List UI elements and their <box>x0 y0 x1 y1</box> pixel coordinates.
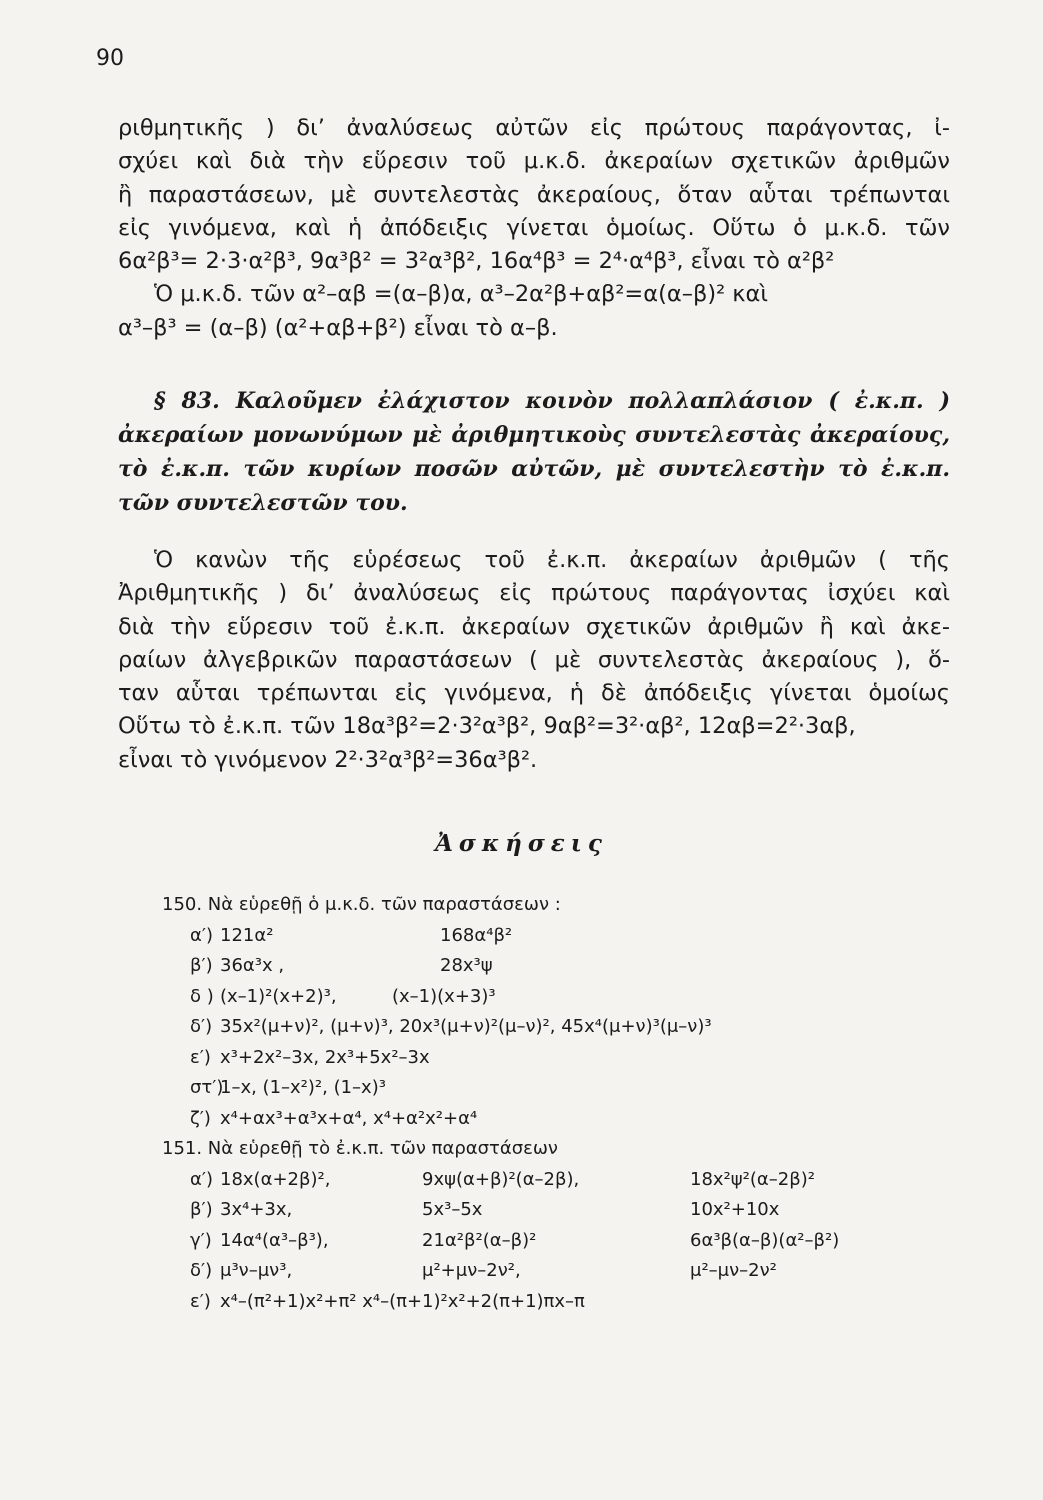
section-line: § 83. Καλοῦμεν ἐλάχιστον κοινὸν πολλαπλάσιον ( ἐ.κ.π. ) <box>154 388 950 414</box>
expression: μ²+μν–2ν², <box>422 1260 521 1281</box>
expression: (x–1)(x+3)³ <box>392 985 496 1007</box>
text-line: διὰ τὴν εὕρεσιν τοῦ ἐ.κ.π. ἀκεραίων σχετικῶν ἀριθμῶν ἢ καὶ ἀκε- <box>118 613 950 640</box>
exercise-row <box>162 1226 962 1257</box>
section-definition <box>118 384 950 520</box>
expression: 1–x, (1–x²)², (1–x)³ <box>220 1077 386 1098</box>
exercise-row <box>162 1012 962 1043</box>
expression: 21α²β²(α–β)² <box>422 1229 537 1251</box>
text-line: ταν αὗται τρέπωνται εἰς γινόμενα, ἡ δὲ ἀπόδειξις γίνεται ὁμοίως <box>118 680 950 707</box>
section-line: τῶν συντελεστῶν του. <box>118 490 408 516</box>
expression: μ³ν–μν³, <box>220 1260 293 1281</box>
exercises-heading: Ἀσκήσεις <box>435 830 608 857</box>
exercise-row <box>162 1073 962 1104</box>
rule-paragraph <box>118 544 950 777</box>
item-label: στ′) <box>190 1077 224 1098</box>
expression: x⁴–(π²+1)x²+π² x⁴–(π+1)²x²+2(π+1)πx–π <box>220 1290 585 1312</box>
item-label: β′) <box>190 955 213 976</box>
exercise-row <box>162 1165 962 1196</box>
item-label: α′) <box>190 1168 213 1190</box>
expression: 9xψ(α+β)²(α–2β), <box>422 1168 580 1190</box>
text-line: Ὁ κανὼν τῆς εὑρέσεως τοῦ ἐ.κ.π. ἀκεραίων ἀριθμῶν ( τῆς <box>154 547 950 573</box>
item-label: α′) <box>190 924 213 946</box>
text-line: ριθμητικῆς ) δι’ ἀναλύσεως αὐτῶν εἰς πρώτους παράγοντας, ἰ- <box>118 115 950 141</box>
text-line: Ὁ μ.κ.δ. τῶν α²–αβ =(α–β)α, α³–2α²β+αβ²=α(α–β)² καὶ <box>154 281 768 308</box>
item-label: ε′) <box>190 1046 211 1068</box>
text-line: εἰς γινόμενα, καὶ ἡ ἀπόδειξις γίνεται ὁμοίως. Οὕτω ὁ μ.κ.δ. τῶν <box>118 214 950 241</box>
exercise-row <box>162 1043 962 1074</box>
item-label: γ′) <box>190 1229 212 1251</box>
expression: 6α³β(α–β)(α²–β²) <box>690 1229 840 1251</box>
exercise-title: 150. Νὰ εὑρεθῇ ὁ μ.κ.δ. τῶν παραστάσεων : <box>162 894 561 915</box>
page-number: 90 <box>96 46 124 71</box>
exercise-row <box>162 1256 962 1287</box>
exercise-title: 151. Νὰ εὑρεθῇ τὸ ἐ.κ.π. τῶν παραστάσεων <box>162 1138 558 1159</box>
text-line: Ἀριθμητικῆς ) δι’ ἀναλύσεως εἰς πρώτους παράγοντας ἰσχύει καὶ <box>118 580 950 607</box>
item-label: δ′) <box>190 1016 213 1037</box>
expression: 3x⁴+3x, <box>220 1199 293 1220</box>
text-line: ραίων ἀλγεβρικῶν παραστάσεων ( μὲ συντελεστὰς ἀκεραίους ), ὅ- <box>118 646 950 673</box>
expression: 36α³x , <box>220 955 285 976</box>
text-line: α³–β³ = (α–β) (α²+αβ+β²) εἶναι τὸ α–β. <box>118 314 558 341</box>
section-line: ἀκεραίων μονωνύμων μὲ ἀριθμητικοὺς συντελεστὰς ἀκεραίους, <box>118 422 950 448</box>
expression: x⁴+αx³+α³x+α⁴, x⁴+α²x²+α⁴ <box>220 1107 478 1129</box>
exercise-row <box>162 1287 962 1318</box>
expression: 5x³–5x <box>422 1199 483 1220</box>
exercise-row <box>162 982 962 1013</box>
expression: 18x(α+2β)², <box>220 1168 331 1190</box>
exercise-row <box>162 890 962 921</box>
expression: 35x²(μ+ν)², (μ+ν)³, 20x³(μ+ν)²(μ–ν)², 45x⁴(μ+ν)³(μ–ν)³ <box>220 1016 712 1037</box>
item-label: δ ) <box>190 985 214 1007</box>
expression: μ²–μν–2ν² <box>690 1260 777 1281</box>
text-line: ἢ παραστάσεων, μὲ συντελεστὰς ἀκεραίους, ὅταν αὗται τρέπωνται <box>118 181 950 208</box>
expression: (x–1)²(x+2)³, <box>220 985 337 1007</box>
expression: 18x²ψ²(α–2β)² <box>690 1168 815 1190</box>
exercise-row <box>162 951 962 982</box>
item-label: ζ′) <box>190 1107 211 1129</box>
expression: x³+2x²–3x, 2x³+5x²–3x <box>220 1046 430 1068</box>
text-line: Οὕτω τὸ ἐ.κ.π. τῶν 18α³β²=2·3²α³β², 9αβ²=3²·αβ², 12αβ=2²·3αβ, <box>118 713 856 740</box>
text-line: εἶναι τὸ γινόμενον 2²·3²α³β²=36α³β². <box>118 746 538 773</box>
expression: 10x²+10x <box>690 1199 780 1220</box>
expression: 168α⁴β² <box>440 924 513 946</box>
exercise-row <box>162 1134 962 1165</box>
intro-paragraph <box>118 112 950 345</box>
exercise-row <box>162 1195 962 1226</box>
exercise-row <box>162 921 962 952</box>
expression: 121α² <box>220 924 274 946</box>
item-label: β′) <box>190 1199 213 1220</box>
text-line: σχύει καὶ διὰ τὴν εὕρεσιν τοῦ μ.κ.δ. ἀκεραίων σχετικῶν ἀριθμῶν <box>118 148 950 175</box>
exercises-list <box>162 890 962 1317</box>
expression: 14α⁴(α³–β³), <box>220 1229 329 1251</box>
text-line: 6α²β³= 2·3·α²β³, 9α³β² = 3²α³β², 16α⁴β³ = 2⁴·α⁴β³, εἶναι τὸ α²β² <box>118 248 835 275</box>
exercise-row <box>162 1104 962 1135</box>
section-line: τὸ ἐ.κ.π. τῶν κυρίων ποσῶν αὐτῶν, μὲ συντελεστὴν τὸ ἐ.κ.π. <box>118 456 950 482</box>
expression: 28x³ψ <box>440 955 493 976</box>
item-label: δ′) <box>190 1260 213 1281</box>
item-label: ε′) <box>190 1290 211 1312</box>
